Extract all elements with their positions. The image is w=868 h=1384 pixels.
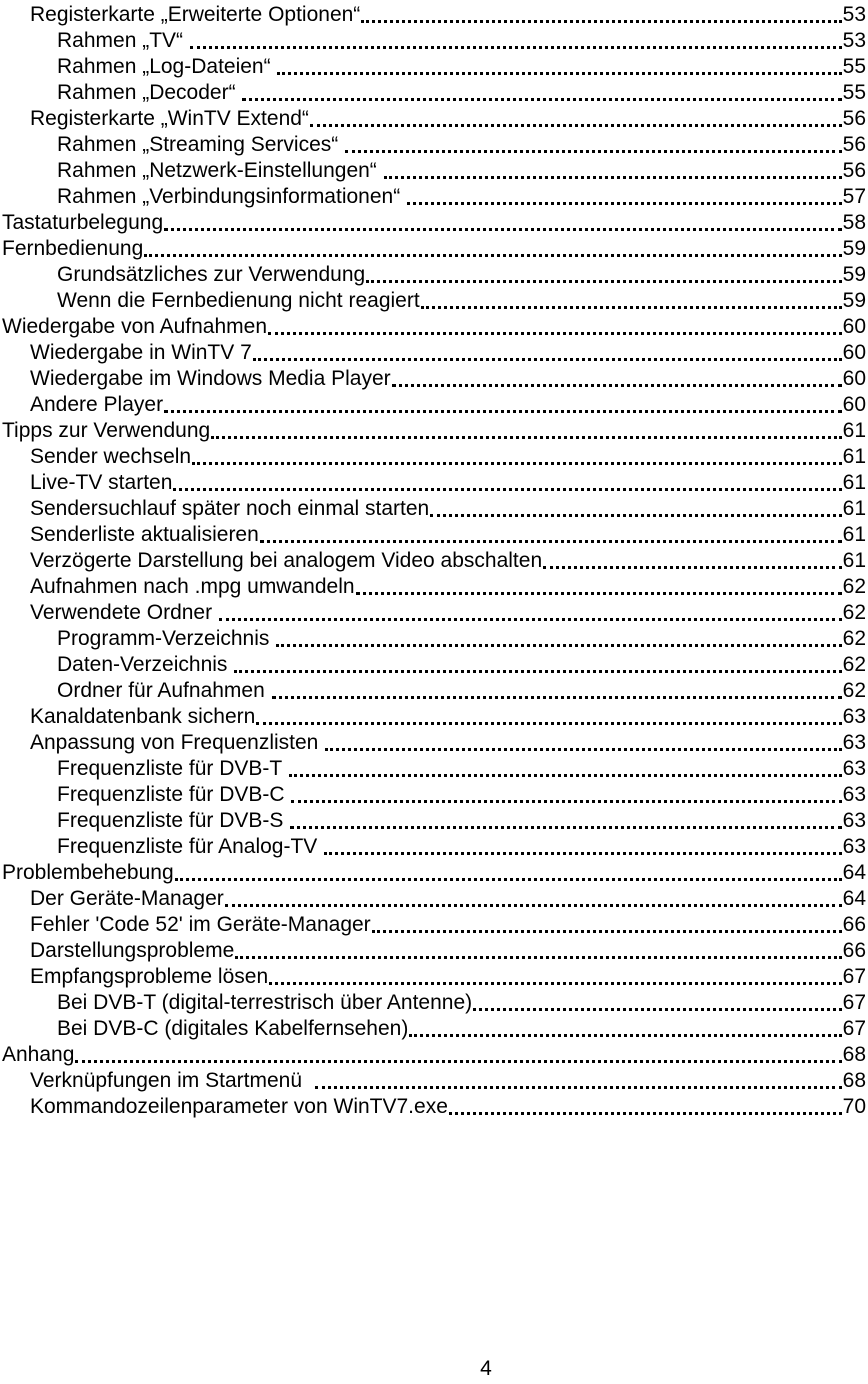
toc-entry-label: Wiedergabe von Aufnahmen <box>2 315 268 338</box>
toc-entry-page-number: 67 <box>842 991 866 1014</box>
toc-entry <box>0 964 868 990</box>
toc-entry-label: Frequenzliste für DVB-C <box>57 783 291 806</box>
toc-entry <box>0 886 868 912</box>
table-of-contents <box>0 2 868 1120</box>
toc-leader-dots <box>190 46 842 49</box>
toc-entry <box>0 1016 868 1042</box>
toc-entry <box>0 470 868 496</box>
toc-entry-label: Kanaldatenbank sichern <box>30 705 256 728</box>
toc-entry-page-number: 60 <box>842 393 866 416</box>
toc-entry-page-number: 55 <box>842 81 866 104</box>
toc-entry-page-number: 60 <box>842 367 866 390</box>
toc-entry <box>0 288 868 314</box>
toc-entry-label: Tipps zur Verwendung <box>2 419 211 442</box>
toc-entry <box>0 1042 868 1068</box>
toc-leader-dots <box>276 644 841 647</box>
toc-entry <box>0 366 868 392</box>
toc-entry <box>0 730 868 756</box>
page-number: 4 <box>480 1357 492 1380</box>
toc-entry <box>0 496 868 522</box>
toc-entry-label: Bei DVB-T (digital-terrestrisch über Antenne) <box>57 991 473 1014</box>
toc-entry-label: Daten-Verzeichnis <box>57 653 234 676</box>
toc-entry-page-number: 63 <box>842 705 866 728</box>
toc-leader-dots <box>345 150 842 153</box>
toc-leader-dots <box>260 540 842 543</box>
toc-leader-dots <box>392 384 842 387</box>
toc-entry-label: Sendersuchlauf später noch einmal starten <box>30 497 430 520</box>
toc-leader-dots <box>75 1060 841 1063</box>
toc-entry <box>0 314 868 340</box>
toc-leader-dots <box>430 514 841 517</box>
toc-entry-page-number: 56 <box>842 133 866 156</box>
toc-entry-page-number: 63 <box>842 783 866 806</box>
toc-entry <box>0 2 868 28</box>
toc-entry-label: Rahmen „Verbindungsinformationen“ <box>57 185 407 208</box>
toc-leader-dots <box>473 1008 842 1011</box>
toc-entry-page-number: 60 <box>842 341 866 364</box>
toc-entry-label: Verzögerte Darstellung bei analogem Video abschalten <box>30 549 543 572</box>
toc-entry-label: Rahmen „Streaming Services“ <box>57 133 345 156</box>
toc-entry <box>0 600 868 626</box>
toc-entry <box>0 236 868 262</box>
toc-entry-label: Aufnahmen nach .mpg umwandeln <box>30 575 355 598</box>
toc-leader-dots <box>290 826 841 829</box>
toc-entry <box>0 418 868 444</box>
toc-entry <box>0 990 868 1016</box>
toc-entry <box>0 834 868 860</box>
toc-entry-page-number: 70 <box>842 1095 866 1118</box>
toc-entry-label: Frequenzliste für Analog-TV <box>57 835 324 858</box>
toc-entry-page-number: 61 <box>842 549 866 572</box>
toc-entry <box>0 262 868 288</box>
toc-entry-label: Senderliste aktualisieren <box>30 523 259 546</box>
toc-entry <box>0 938 868 964</box>
toc-entry-page-number: 63 <box>842 731 866 754</box>
toc-entry-page-number: 64 <box>842 887 866 910</box>
toc-entry-label: Darstellungsprobleme <box>30 939 235 962</box>
toc-leader-dots <box>175 878 842 881</box>
toc-entry-label: Registerkarte „WinTV Extend“ <box>30 107 309 130</box>
toc-leader-dots <box>325 748 841 751</box>
toc-leader-dots <box>253 358 842 361</box>
toc-entry-page-number: 63 <box>842 835 866 858</box>
toc-entry-page-number: 62 <box>842 575 866 598</box>
toc-entry-page-number: 62 <box>842 627 866 650</box>
toc-entry-page-number: 53 <box>842 29 866 52</box>
toc-entry-page-number: 62 <box>842 653 866 676</box>
toc-entry <box>0 184 868 210</box>
toc-entry-page-number: 61 <box>842 497 866 520</box>
toc-leader-dots <box>449 1112 842 1115</box>
toc-entry-page-number: 56 <box>842 159 866 182</box>
toc-leader-dots <box>268 332 842 335</box>
toc-leader-dots <box>421 306 842 309</box>
toc-entry-label: Fehler 'Code 52' im Geräte-Manager <box>30 913 371 936</box>
toc-entry-label: Anpassung von Frequenzlisten <box>30 731 325 754</box>
toc-entry-page-number: 61 <box>842 523 866 546</box>
toc-leader-dots <box>164 410 842 413</box>
toc-entry-page-number: 68 <box>842 1069 866 1092</box>
toc-entry-page-number: 61 <box>842 471 866 494</box>
toc-leader-dots <box>173 488 841 491</box>
toc-leader-dots <box>164 228 842 231</box>
toc-leader-dots <box>315 1086 842 1089</box>
toc-entry-label: Andere Player <box>30 393 164 416</box>
toc-entry-page-number: 58 <box>842 211 866 234</box>
toc-entry-page-number: 63 <box>842 757 866 780</box>
toc-leader-dots <box>219 618 842 621</box>
toc-leader-dots <box>272 696 842 699</box>
toc-entry <box>0 678 868 704</box>
toc-entry <box>0 808 868 834</box>
toc-entry-page-number: 62 <box>842 679 866 702</box>
toc-entry <box>0 652 868 678</box>
toc-entry-label: Fernbedienung <box>2 237 144 260</box>
toc-entry-page-number: 67 <box>842 1017 866 1040</box>
toc-leader-dots <box>144 254 841 257</box>
toc-entry-page-number: 59 <box>842 237 866 260</box>
toc-entry-page-number: 60 <box>842 315 866 338</box>
toc-entry <box>0 28 868 54</box>
toc-leader-dots <box>269 982 842 985</box>
toc-entry <box>0 210 868 236</box>
toc-entry-label: Verwendete Ordner <box>30 601 218 624</box>
toc-entry <box>0 782 868 808</box>
toc-entry-page-number: 67 <box>842 965 866 988</box>
toc-entry-page-number: 66 <box>842 913 866 936</box>
toc-entry <box>0 574 868 600</box>
toc-entry-label: Bei DVB-C (digitales Kabelfernsehen) <box>57 1017 409 1040</box>
toc-entry-label: Wenn die Fernbedienung nicht reagiert <box>57 289 420 312</box>
toc-entry <box>0 1068 868 1094</box>
toc-leader-dots <box>225 904 842 907</box>
toc-entry <box>0 522 868 548</box>
toc-entry-label: Problembehebung <box>2 861 174 884</box>
toc-leader-dots <box>256 722 841 725</box>
toc-entry-page-number: 56 <box>842 107 866 130</box>
toc-leader-dots <box>543 566 842 569</box>
toc-leader-dots <box>277 72 841 75</box>
toc-entry <box>0 132 868 158</box>
toc-entry-label: Tastaturbelegung <box>2 211 164 234</box>
toc-entry-label: Der Geräte-Manager <box>30 887 224 910</box>
toc-entry-page-number: 57 <box>842 185 866 208</box>
toc-entry-page-number: 64 <box>842 861 866 884</box>
toc-leader-dots <box>366 280 841 283</box>
toc-entry <box>0 158 868 184</box>
toc-entry-label: Wiedergabe in WinTV 7 <box>30 341 252 364</box>
toc-leader-dots <box>361 20 841 23</box>
toc-leader-dots <box>192 462 842 465</box>
toc-entry <box>0 626 868 652</box>
toc-entry-label: Live-TV starten <box>30 471 173 494</box>
toc-entry-page-number: 63 <box>842 809 866 832</box>
toc-entry <box>0 756 868 782</box>
toc-entry-label: Empfangsprobleme lösen <box>30 965 269 988</box>
toc-entry-label: Rahmen „Decoder“ <box>57 81 242 104</box>
toc-entry <box>0 80 868 106</box>
toc-entry-label: Grundsätzliches zur Verwendung <box>57 263 366 286</box>
toc-entry <box>0 704 868 730</box>
toc-entry-page-number: 59 <box>842 289 866 312</box>
toc-entry-label: Rahmen „TV“ <box>57 29 189 52</box>
toc-entry <box>0 912 868 938</box>
toc-entry <box>0 392 868 418</box>
toc-entry-page-number: 62 <box>842 601 866 624</box>
toc-entry-label: Frequenzliste für DVB-S <box>57 809 290 832</box>
toc-entry-page-number: 66 <box>842 939 866 962</box>
toc-leader-dots <box>234 670 841 673</box>
toc-entry <box>0 444 868 470</box>
toc-leader-dots <box>407 202 842 205</box>
toc-entry-page-number: 55 <box>842 55 866 78</box>
toc-entry <box>0 340 868 366</box>
toc-entry <box>0 548 868 574</box>
toc-entry-label: Anhang <box>2 1043 75 1066</box>
toc-entry-label: Rahmen „Netzwerk-Einstellungen“ <box>57 159 383 182</box>
toc-leader-dots <box>409 1034 841 1037</box>
toc-leader-dots <box>291 800 841 803</box>
toc-entry-label: Registerkarte „Erweiterte Optionen“ <box>30 3 361 26</box>
toc-leader-dots <box>384 176 842 179</box>
toc-entry-page-number: 61 <box>842 419 866 442</box>
toc-entry <box>0 106 868 132</box>
toc-leader-dots <box>372 930 842 933</box>
toc-entry <box>0 1094 868 1120</box>
toc-leader-dots <box>211 436 841 439</box>
toc-leader-dots <box>235 956 841 959</box>
toc-entry <box>0 54 868 80</box>
toc-entry-page-number: 59 <box>842 263 866 286</box>
toc-leader-dots <box>310 124 842 127</box>
toc-entry-label: Verknüpfungen im Startmenü <box>30 1069 314 1092</box>
toc-entry-label: Frequenzliste für DVB-T <box>57 757 288 780</box>
toc-entry-page-number: 53 <box>842 3 866 26</box>
toc-entry <box>0 860 868 886</box>
toc-entry-label: Kommandozeilenparameter von WinTV7.exe <box>30 1095 448 1118</box>
toc-entry-label: Programm-Verzeichnis <box>57 627 276 650</box>
toc-entry-page-number: 61 <box>842 445 866 468</box>
toc-leader-dots <box>289 774 842 777</box>
toc-leader-dots <box>242 98 841 101</box>
toc-entry-label: Rahmen „Log-Dateien“ <box>57 55 277 78</box>
toc-entry-label: Ordner für Aufnahmen <box>57 679 271 702</box>
toc-entry-label: Wiedergabe im Windows Media Player <box>30 367 391 390</box>
toc-entry-page-number: 68 <box>842 1043 866 1066</box>
toc-entry-label: Sender wechseln <box>30 445 192 468</box>
toc-leader-dots <box>324 852 842 855</box>
toc-leader-dots <box>356 592 842 595</box>
